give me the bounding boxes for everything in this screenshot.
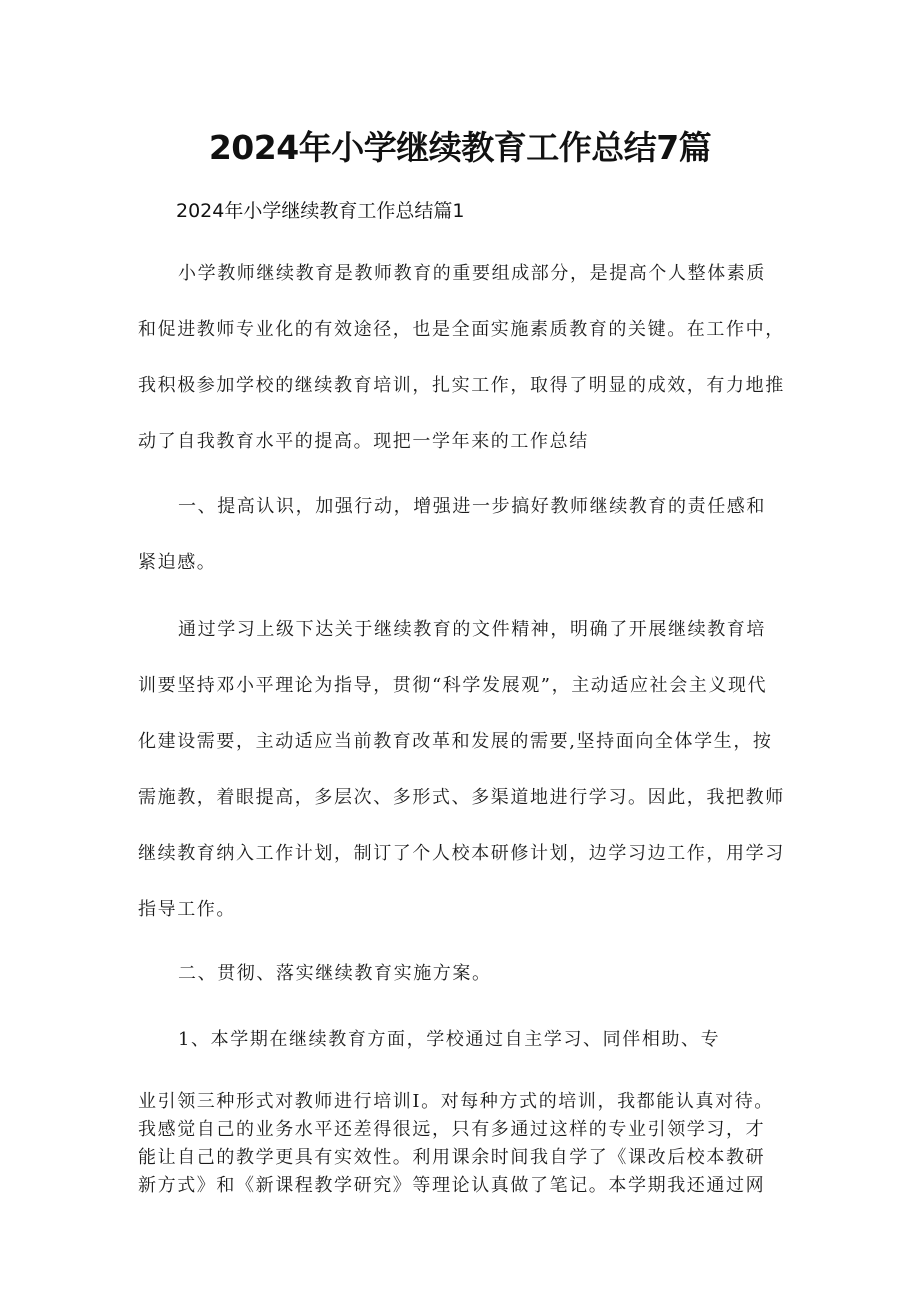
text-line: 二、贯彻、落实继续教育实施方案。 [178,963,492,984]
paragraph-item-one [138,1012,788,1068]
text-line: 业引领三种形式对教师进行培训I。对每种方式的培训，我都能认真对待。 [138,1091,774,1112]
text-line: 能让自己的教学更具有实效性。利用课余时间我自学了《课改后校本教研 [138,1147,766,1168]
text-line: 需施教，着眼提高，多层次、多形式、多渠道地进行学习。因此，我把教师 [138,787,785,808]
text-line: 1、本学期在继续教育方面，学校通过自主学习、同伴相助、专 [178,1029,721,1050]
text-line: 指导工作。 [138,899,236,920]
document-title: 2024年小学继续教育工作总结7篇 [208,128,712,167]
paragraph-training [138,1088,788,1200]
paragraph-intro [138,246,788,470]
paragraph-study [138,602,788,938]
text-line: 化建设需要，主动适应当前教育改革和发展的需要,坚持面向全体学生，按 [138,731,773,752]
text-line: 动了自我教育水平的提高。现把一学年来的工作总结 [138,431,589,452]
text-line: 我感觉自己的业务水平还差得很远，只有多通过这样的专业引领学习，才 [138,1119,766,1140]
text-line: 通过学习上级下达关于继续教育的文件精神，明确了开展继续教育培 [178,619,766,640]
text-line: 紧迫感。 [138,552,217,573]
text-line: 新方式》和《新课程教学研究》等理论认真做了笔记。本学期我还通过网 [138,1175,766,1196]
section-heading: 2024年小学继续教育工作总结篇1 [176,200,465,222]
text-line: 和促进教师专业化的有效途径，也是全面实施素质教育的关键。在工作中， [138,319,785,340]
text-line: 继续教育纳入工作计划，制订了个人校本研修计划，边学习边工作，用学习 [138,843,785,864]
paragraph-section-one [138,479,788,591]
paragraph-section-two [138,946,788,1002]
text-line: 训要坚持邓小平理论为指导，贯彻“科学发展观”，主动适应社会主义现代 [138,675,768,696]
text-line: 一、提高认识，加强行动，增强进一步搞好教师继续教育的责任感和 [178,496,766,517]
text-line: 我积极参加学校的继续教育培训，扎实工作，取得了明显的成效，有力地推 [138,375,785,396]
text-line: 小学教师继续教育是教师教育的重要组成部分，是提高个人整体素质 [178,263,766,284]
